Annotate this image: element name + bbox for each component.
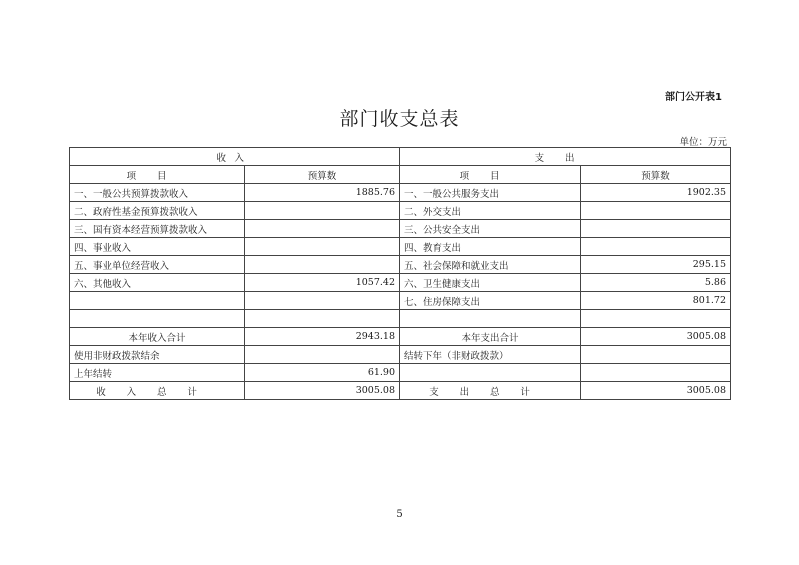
table-row xyxy=(70,238,731,256)
expense-item: 四、教育支出 xyxy=(400,238,581,256)
income-value xyxy=(245,202,400,220)
income-value: 1885.76 xyxy=(245,184,400,202)
income-item: 三、国有资本经营预算拨款收入 xyxy=(70,220,245,238)
income-item: 本年收入合计 xyxy=(70,328,245,346)
expense-value: 1902.35 xyxy=(581,184,731,202)
income-value xyxy=(245,238,400,256)
table-row xyxy=(70,346,731,364)
expense-value xyxy=(581,238,731,256)
expense-item: 七、住房保障支出 xyxy=(400,292,581,310)
header-row-main xyxy=(70,148,731,166)
table-row xyxy=(70,220,731,238)
income-value: 3005.08 xyxy=(245,382,400,400)
expense-item xyxy=(400,364,581,382)
total-row-year xyxy=(70,328,731,346)
income-value: 1057.42 xyxy=(245,274,400,292)
income-value xyxy=(245,346,400,364)
expense-item: 三、公共安全支出 xyxy=(400,220,581,238)
income-value xyxy=(245,220,400,238)
expense-budget-header: 预算数 xyxy=(581,166,731,184)
page-title: 部门收支总表 xyxy=(339,108,460,130)
expense-item: 本年支出合计 xyxy=(400,328,581,346)
income-value xyxy=(245,310,400,328)
expense-item: 五、社会保障和就业支出 xyxy=(400,256,581,274)
income-value: 61.90 xyxy=(245,364,400,382)
income-header: 收入 xyxy=(70,148,400,166)
table-row xyxy=(70,292,731,310)
expense-value: 801.72 xyxy=(581,292,731,310)
table-code: 部门公开表1 xyxy=(665,92,722,103)
expense-item: 六、卫生健康支出 xyxy=(400,274,581,292)
expense-value xyxy=(581,346,731,364)
income-value xyxy=(245,256,400,274)
income-value xyxy=(245,292,400,310)
expense-value: 3005.08 xyxy=(581,328,731,346)
table-row xyxy=(70,202,731,220)
expense-item: 一、一般公共服务支出 xyxy=(400,184,581,202)
table-row xyxy=(70,310,731,328)
expense-item xyxy=(400,310,581,328)
income-item xyxy=(70,292,245,310)
page-number: 5 xyxy=(396,509,403,520)
expense-item: 二、外交支出 xyxy=(400,202,581,220)
income-item: 二、政府性基金预算拨款收入 xyxy=(70,202,245,220)
expense-value: 3005.08 xyxy=(581,382,731,400)
income-value: 2943.18 xyxy=(245,328,400,346)
table-row xyxy=(70,256,731,274)
income-item: 五、事业单位经营收入 xyxy=(70,256,245,274)
expense-item: 支出总计 xyxy=(400,382,581,400)
income-item xyxy=(70,310,245,328)
expense-value: 295.15 xyxy=(581,256,731,274)
income-item-header: 项目 xyxy=(70,166,245,184)
income-item: 使用非财政拨款结余 xyxy=(70,346,245,364)
expense-item: 结转下年（非财政拨款） xyxy=(400,346,581,364)
expense-value: 5.86 xyxy=(581,274,731,292)
unit-label: 单位：万元 xyxy=(679,137,727,148)
header-row-sub xyxy=(70,166,731,184)
expense-item-header: 项目 xyxy=(400,166,581,184)
budget-summary-table xyxy=(69,147,731,400)
grand-total-row xyxy=(70,382,731,400)
expense-value xyxy=(581,202,731,220)
income-item: 收入总计 xyxy=(70,382,245,400)
expense-header: 支出 xyxy=(400,148,731,166)
table-row xyxy=(70,274,731,292)
expense-value xyxy=(581,220,731,238)
income-item: 六、其他收入 xyxy=(70,274,245,292)
income-budget-header: 预算数 xyxy=(245,166,400,184)
expense-value xyxy=(581,310,731,328)
income-item: 四、事业收入 xyxy=(70,238,245,256)
table-row xyxy=(70,364,731,382)
table-row xyxy=(70,184,731,202)
income-item: 上年结转 xyxy=(70,364,245,382)
expense-value xyxy=(581,364,731,382)
income-item: 一、一般公共预算拨款收入 xyxy=(70,184,245,202)
